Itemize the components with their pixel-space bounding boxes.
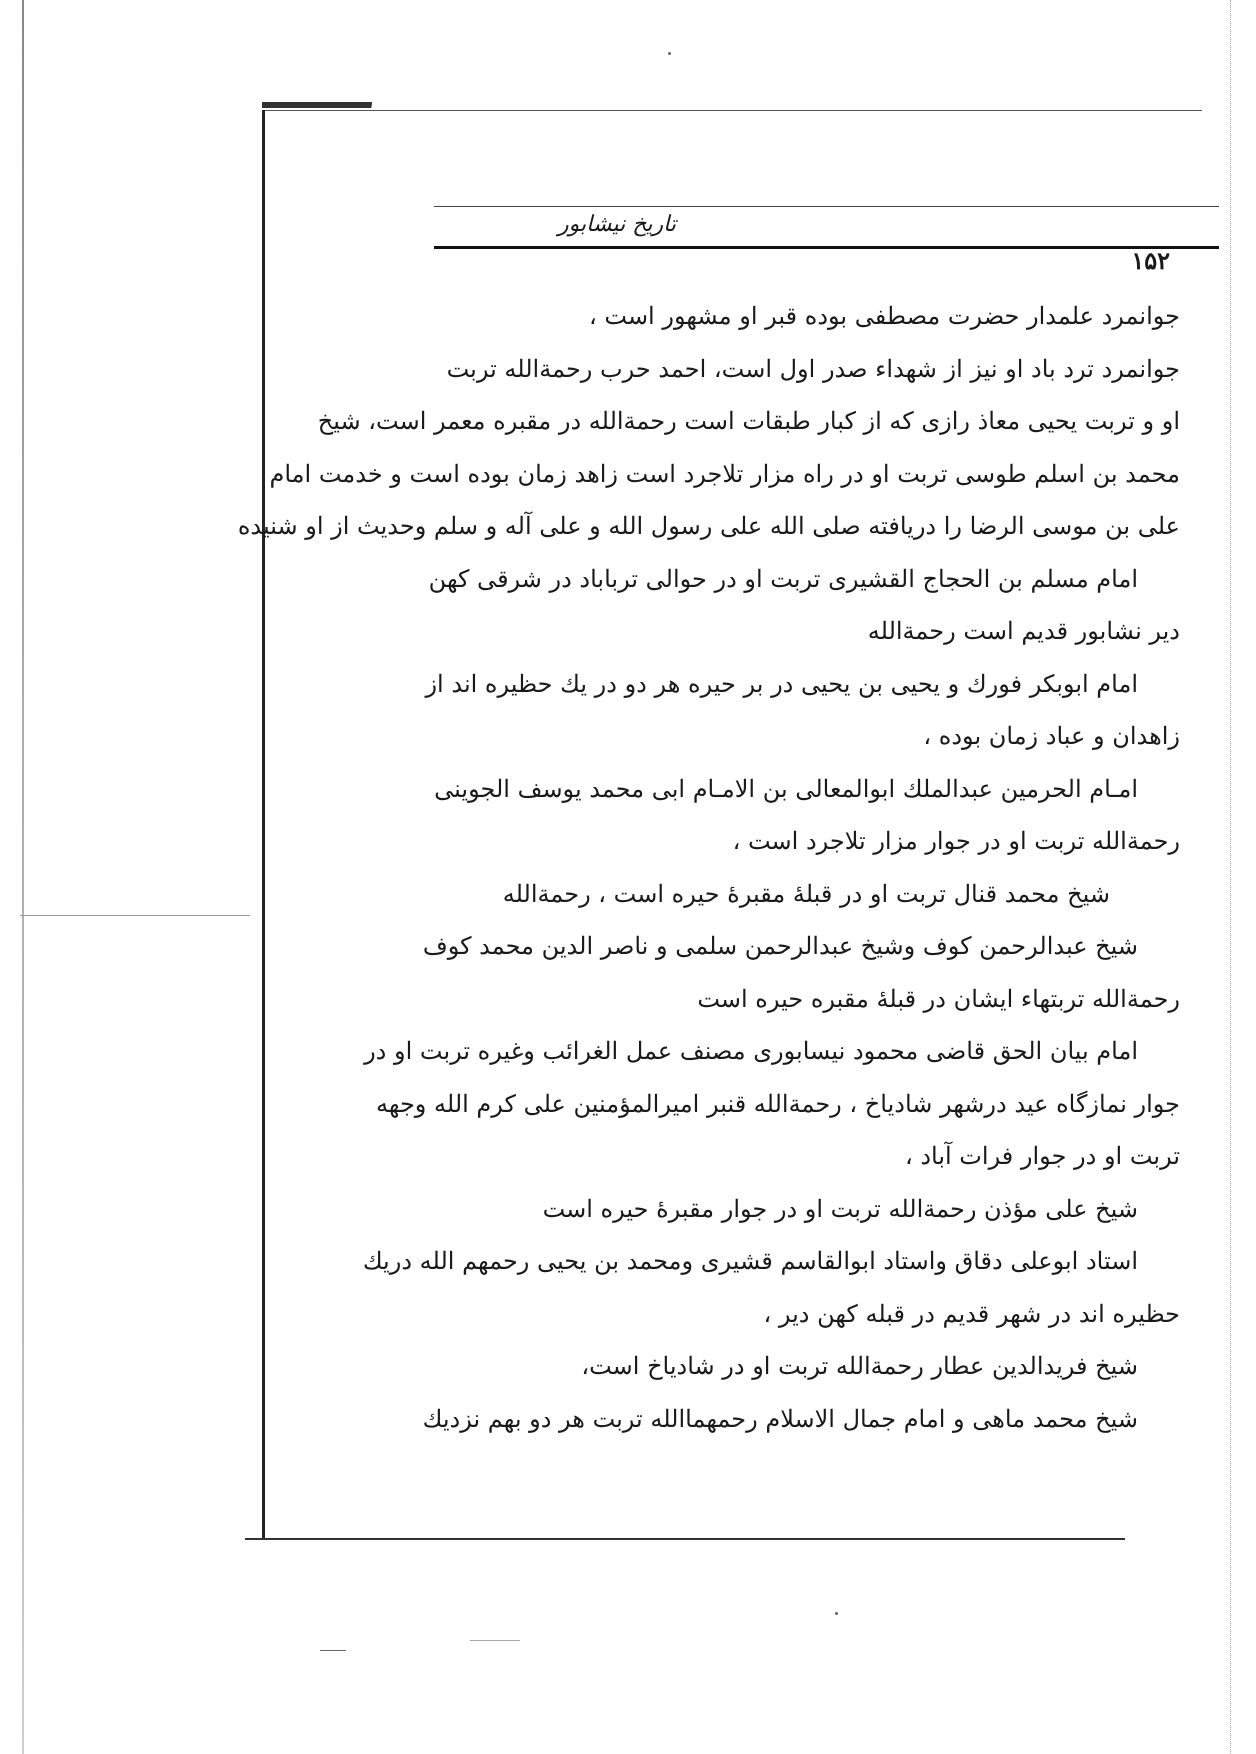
- text-line: جوانمرد علمدار حضرت مصطفی بوده قبر او مشهور است ،: [589, 302, 1180, 330]
- header-rule-top: [434, 206, 1219, 207]
- text-line: زاهدان و عباد زمان بوده ،: [923, 722, 1180, 750]
- text-line: محمد بن اسلم طوسی تربت او در راه مزار تلاجرد است زاهد زمان بوده است و خدمت امام: [269, 459, 1180, 488]
- scan-speck: [835, 1612, 838, 1615]
- text-line: امام مسلم بن الحجاج القشیری تربت او در حوالی ترباباد در شرقی کهن: [428, 564, 1138, 593]
- text-line: حظیره اند در شهر قدیم در قبله کهن دیر ،: [763, 1299, 1180, 1328]
- scan-dash: [20, 915, 250, 916]
- page-frame-top: [262, 110, 1202, 112]
- text-line: علی بن موسی الرضا را دریافته صلی الله علی رسول الله و علی آله و سلم وحدیث از او شنیده: [237, 512, 1180, 540]
- scan-edge-right: [1230, 0, 1232, 1754]
- scan-edge-left: [22, 0, 24, 1754]
- text-line: جوار نمازگاه عید درشهر شادیاخ ، رحمةالله قنبر امیرالمؤمنین علی کرم الله وجهه: [376, 1089, 1180, 1118]
- text-body: [237, 290, 1180, 1445]
- text-line: امام ابوبکر فورك و یحیی بن یحیی در بر حیره هر دو در یك حظیره اند از: [425, 669, 1138, 698]
- text-line: تربت او در جوار فرات آباد ،: [904, 1142, 1180, 1170]
- text-line: رحمةالله تربتهاء ایشان در قبلهٔ مقبره حیره است: [697, 984, 1180, 1013]
- page-frame-corner: [262, 102, 372, 126]
- text-line: امام بیان الحق قاضی محمود نیسابوری مصنف عمل الغرائب وغیره تربت او در: [364, 1037, 1138, 1065]
- text-line: او و تربت یحیی معاذ رازی که از کبار طبقات است رحمةالله در مقبره معمر است، شیخ: [317, 407, 1180, 435]
- page-frame-bottom: [245, 1538, 1125, 1540]
- text-line: جوانمرد ترد باد او نیز از شهداء صدر اول است، احمد حرب رحمةالله تربت: [446, 354, 1180, 383]
- text-line: امـام الحرمین عبدالملك ابوالمعالی بن الامـام ابی محمد یوسف الجوینی: [434, 774, 1138, 803]
- text-line: شیخ فریدالدین عطار رحمةالله تربت او در شادیاخ است،: [581, 1352, 1138, 1380]
- text-line: شیخ محمد ماهی و امام جمال الاسلام رحمهماالله تربت هر دو بهم نزدیك: [422, 1404, 1138, 1433]
- text-line: شیخ علی مؤذن رحمةالله تربت او در جوار مقبرهٔ حیره است: [542, 1194, 1138, 1223]
- scan-speck: [668, 52, 671, 55]
- page-number: ۱۵۲: [1131, 246, 1170, 275]
- scan-dash: [320, 1650, 346, 1651]
- text-line: رحمةالله تربت او در جوار مزار تلاجرد است ،: [732, 827, 1180, 855]
- running-head: تاریخ نیشابور: [558, 212, 676, 237]
- text-line: شیخ محمد قنال تربت او در قبلهٔ مقبرهٔ حیره است ، رحمةالله: [502, 879, 1110, 908]
- text-line: استاد ابوعلی دقاق واستاد ابوالقاسم قشیری ومحمد بن یحیی رحمهم الله دریك: [362, 1247, 1138, 1275]
- page-frame-left: [262, 110, 265, 1540]
- text-line: دیر نشابور قدیم است رحمةالله: [867, 617, 1180, 645]
- scan-dash: [470, 1640, 520, 1641]
- text-line: شیخ عبدالرحمن کوف وشیخ عبدالرحمن سلمی و ناصر الدین محمد کوف: [422, 932, 1138, 960]
